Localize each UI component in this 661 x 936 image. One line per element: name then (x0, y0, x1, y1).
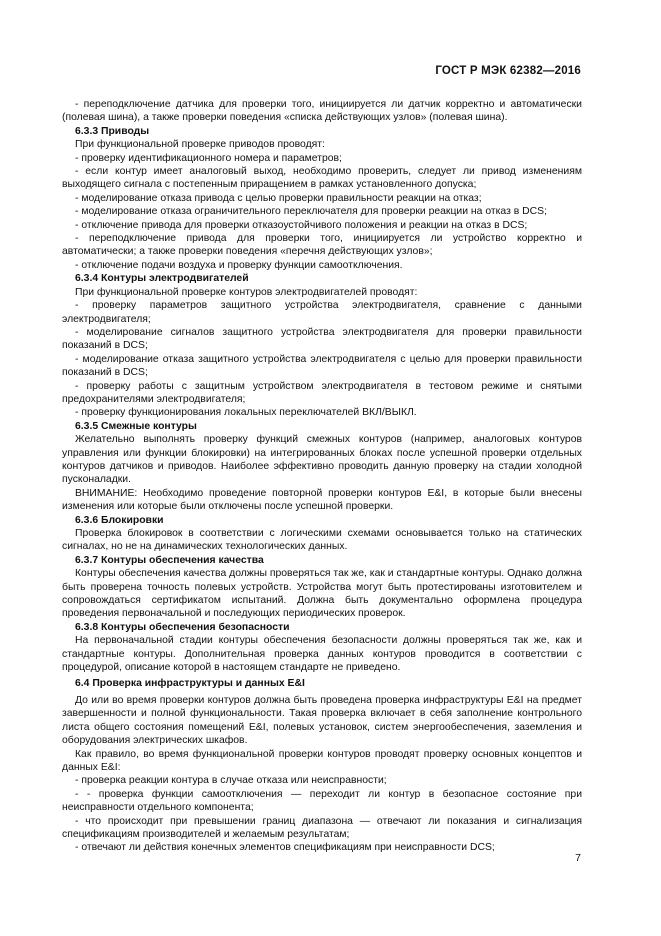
paragraph: - проверку идентификационного номера и параметров; (75, 152, 342, 164)
paragraph: При функциональной проверке приводов проводят: (75, 139, 325, 151)
paragraph: - отвечают ли действия конечных элементов спецификациям при неисправности DCS; (75, 842, 495, 854)
paragraph: - если контур имеет аналоговый выход, необходимо проверить, следует ли привод изменениям выходящего сигнала с постепенным приращением в рамках установленного допуска; (62, 166, 582, 191)
paragraph: - проверку параметров защитного устройства электродвигателя, сравнение с данными электродвигателя; (62, 300, 582, 325)
paragraph: На первоначальной стадии контуры обеспечения безопасности должны проверяться так же, как и стандартные контуры. Дополнительная проверка данных контуров проводится в соответствии с процедурой, описание которой в настоящем стандарте не приведено. (62, 635, 582, 674)
section-heading: 6.3.8 Контуры обеспечения безопасности (75, 621, 290, 633)
paragraph: Желательно выполнять проверку функций смежных контуров (например, аналоговых контуров управления или функции блокировки) на интегрированных блоках после успешной проверки отдельных контуров датчиков и приводов. Наиболее эффективно проводить данную проверку на стадии холодной пусконаладки. (62, 434, 582, 486)
paragraph: - что происходит при превышении границ диапазона — отвечают ли показания и сигнализация спецификациям производителей и желаемым результатам; (62, 815, 582, 840)
document-body (62, 98, 582, 855)
paragraph: До или во время проверки контуров должна быть проведена проверка инфраструктуры E&I на предмет завершенности и полной функциональности. Такая проверка включает в себя заполнение контрольного листа общего состояния помещений E&I, полевых установок, систем энергообеспечения, заземления и оборудования электрических шкафов. (62, 694, 582, 747)
section-heading: 6.4 Проверка инфраструктуры и данных E&I (75, 678, 305, 690)
paragraph: - отключение подачи воздуха и проверку функции самоотключения. (75, 259, 403, 271)
paragraph: - моделирование отказа привода с целью проверки правильности реакции на отказ; (75, 192, 482, 204)
section-heading: 6.3.5 Смежные контуры (75, 420, 197, 432)
paragraph: - проверка реакции контура в случае отказа или неисправности; (75, 775, 387, 787)
paragraph: Контуры обеспечения качества должны проверяться так же, как и стандартные контуры. Однако должна быть проверена точность полевых устройств. Устройства могут быть протестированы изготовителем и сопровождаться сертификатом испытаний. Должна быть документально оформлена процедура проведения первоначальной и последующих периодических проверок. (62, 568, 582, 620)
paragraph: - проверку функционирования локальных переключателей ВКЛ/ВЫКЛ. (75, 407, 417, 419)
paragraph: ВНИМАНИЕ: Необходимо проведение повторной проверки контуров E&I, в которые были внесены изменения или которые были отключены после успешной проверки. (62, 487, 582, 513)
paragraph: - моделирование сигналов защитного устройства электродвигателя для проверки правильности показаний в DCS; (62, 326, 582, 352)
paragraph: - проверку работы с защитным устройством электродвигателя в тестовом режиме и снятыми предохранителями электродвигателя; (62, 380, 582, 405)
paragraph: - моделирование отказа защитного устройства электродвигателя с целью для проверки правильности показаний в DCS; (62, 353, 582, 379)
paragraph: Проверка блокировок в соответствии с логическими схемами основывается только на статических сигналах, но не на динамических технологических данных. (62, 528, 582, 553)
page-number: 7 (575, 852, 581, 864)
paragraph: - отключение привода для проверки отказоустойчивого положения и реакции на отказ в DCS; (75, 219, 528, 231)
paragraph: - переподключение привода для проверки того, инициируется ли устройство корректно и автоматически; а также проверки поведения «перечня действующих узлов»; (62, 233, 582, 258)
paragraph: - переподключение датчика для проверки того, инициируется ли датчик корректно и автоматически (полевая шина), а также проверки поведения «списка действующих узлов» (полевая шина). (62, 99, 582, 124)
paragraph: - - проверка функции самоотключения — переходит ли контур в безопасное состояние при неисправности отдельного компонента; (62, 788, 582, 814)
section-heading: 6.3.4 Контуры электродвигателей (75, 273, 249, 285)
section-heading: 6.3.7 Контуры обеспечения качества (75, 554, 264, 566)
paragraph: Как правило, во время функциональной проверки контуров проводят проверку основных концептов и данных E&I: (62, 748, 582, 773)
document-header: ГОСТ Р МЭК 62382—2016 (435, 65, 581, 77)
paragraph: При функциональной проверке контуров электродвигателей проводят: (75, 286, 418, 298)
paragraph: - моделирование отказа ограничительного переключателя для проверки реакции на отказ в DCS; (75, 206, 547, 218)
section-heading: 6.3.6 Блокировки (75, 514, 164, 526)
section-heading: 6.3.3 Приводы (75, 125, 150, 137)
